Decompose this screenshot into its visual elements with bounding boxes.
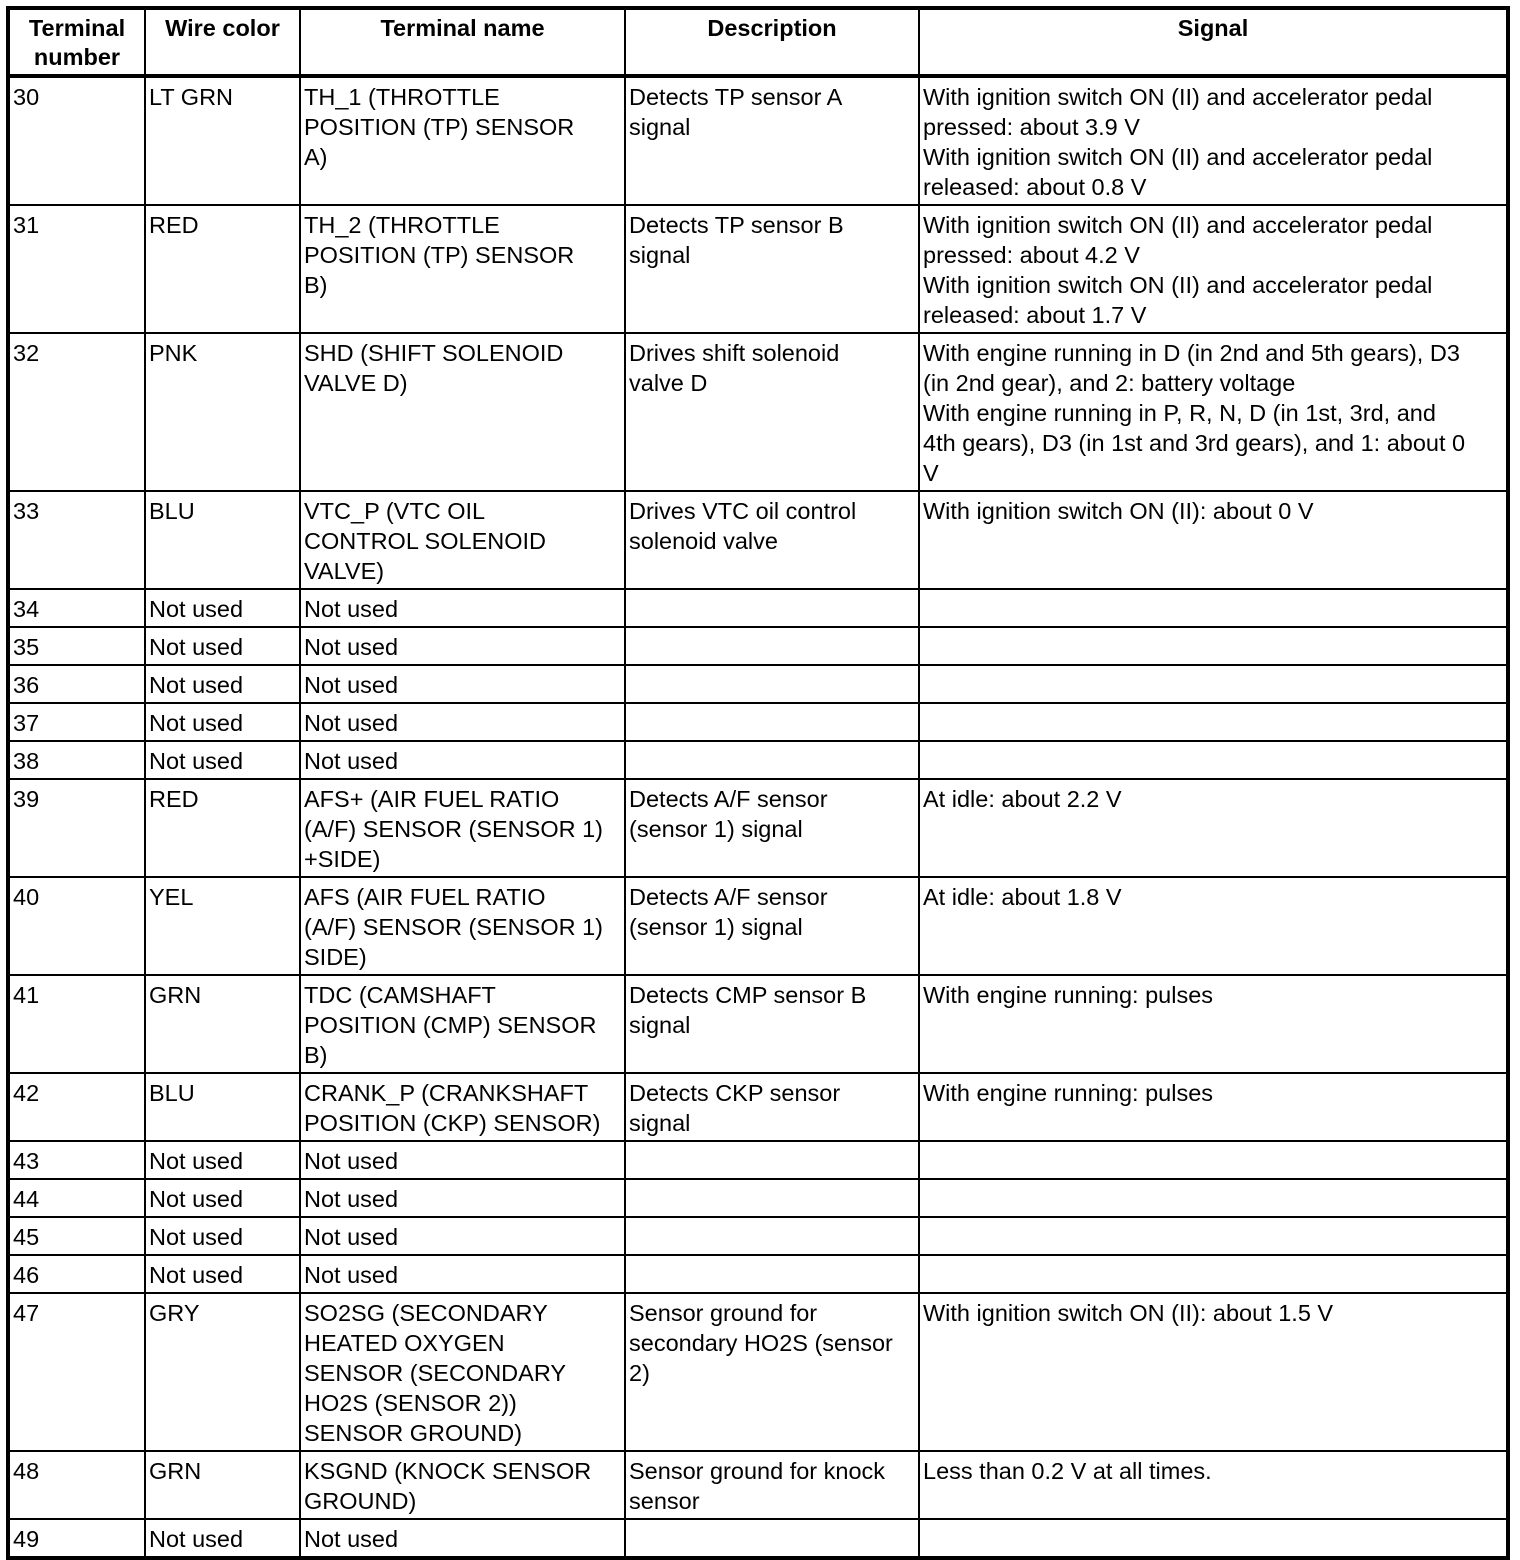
description-cell: [625, 1217, 919, 1255]
terminal-name-cell: Not used: [300, 741, 625, 779]
terminal-number-cell: 36: [8, 665, 145, 703]
wire-color-cell: Not used: [145, 1255, 300, 1293]
terminal-name-cell: Not used: [300, 1179, 625, 1217]
description-cell: Drives shift solenoid valve D: [625, 333, 919, 491]
signal-cell: [919, 703, 1508, 741]
wire-color-cell: Not used: [145, 1519, 300, 1558]
table-row: [8, 1519, 1508, 1558]
terminal-number-cell: 41: [8, 975, 145, 1073]
table-row: [8, 1451, 1508, 1519]
terminal-name-cell: Not used: [300, 1519, 625, 1558]
terminal-number-cell: 35: [8, 627, 145, 665]
table-header: [8, 8, 1508, 76]
table-row: [8, 877, 1508, 975]
terminal-number-cell: 43: [8, 1141, 145, 1179]
table-row: [8, 627, 1508, 665]
wire-color-cell: GRN: [145, 975, 300, 1073]
signal-cell: With ignition switch ON (II): about 1.5 V: [919, 1293, 1508, 1451]
header-terminal-number-text: Terminal number: [28, 15, 126, 70]
signal-cell: With engine running: pulses: [919, 1073, 1508, 1141]
table-body: [8, 76, 1508, 1558]
terminal-name-cell: CRANK_P (CRANKSHAFT POSITION (CKP) SENSOR): [300, 1073, 625, 1141]
terminal-number-cell: 44: [8, 1179, 145, 1217]
header-terminal-name: Terminal name: [300, 8, 625, 76]
wire-color-cell: Not used: [145, 627, 300, 665]
description-cell: Detects CMP sensor B signal: [625, 975, 919, 1073]
wire-color-cell: Not used: [145, 665, 300, 703]
description-cell: [625, 1141, 919, 1179]
signal-cell: [919, 665, 1508, 703]
signal-cell: [919, 1217, 1508, 1255]
signal-cell: With ignition switch ON (II): about 0 V: [919, 491, 1508, 589]
description-cell: Detects TP sensor B signal: [625, 205, 919, 333]
table-row: [8, 1217, 1508, 1255]
table-row: [8, 779, 1508, 877]
wire-color-cell: Not used: [145, 589, 300, 627]
description-cell: [625, 741, 919, 779]
table-row: [8, 665, 1508, 703]
terminal-name-cell: Not used: [300, 1141, 625, 1179]
table-row: [8, 703, 1508, 741]
description-cell: Sensor ground for knock sensor: [625, 1451, 919, 1519]
signal-cell: With engine running: pulses: [919, 975, 1508, 1073]
terminal-number-cell: 47: [8, 1293, 145, 1451]
wire-color-cell: RED: [145, 205, 300, 333]
terminal-name-cell: AFS (AIR FUEL RATIO (A/F) SENSOR (SENSOR 1) SIDE): [300, 877, 625, 975]
description-cell: [625, 665, 919, 703]
table-row: [8, 1179, 1508, 1217]
wire-color-cell: RED: [145, 779, 300, 877]
terminal-number-cell: 42: [8, 1073, 145, 1141]
terminal-number-cell: 45: [8, 1217, 145, 1255]
terminal-number-cell: 32: [8, 333, 145, 491]
wire-color-cell: LT GRN: [145, 76, 300, 205]
terminal-name-cell: TH_1 (THROTTLE POSITION (TP) SENSOR A): [300, 76, 625, 205]
terminal-number-cell: 37: [8, 703, 145, 741]
table-row: [8, 975, 1508, 1073]
signal-cell: [919, 1141, 1508, 1179]
table-row: [8, 205, 1508, 333]
table-row: [8, 1073, 1508, 1141]
description-cell: [625, 703, 919, 741]
terminal-number-cell: 46: [8, 1255, 145, 1293]
header-wire-color: Wire color: [145, 8, 300, 76]
terminal-name-cell: Not used: [300, 703, 625, 741]
header-signal: Signal: [919, 8, 1508, 76]
terminal-number-cell: 38: [8, 741, 145, 779]
terminal-name-cell: TH_2 (THROTTLE POSITION (TP) SENSOR B): [300, 205, 625, 333]
terminal-name-cell: AFS+ (AIR FUEL RATIO (A/F) SENSOR (SENSOR 1) +SIDE): [300, 779, 625, 877]
signal-cell: [919, 1179, 1508, 1217]
header-row: [8, 8, 1508, 76]
terminal-number-cell: 33: [8, 491, 145, 589]
terminal-name-cell: SO2SG (SECONDARY HEATED OXYGEN SENSOR (SECONDARY HO2S (SENSOR 2)) SENSOR GROUND): [300, 1293, 625, 1451]
signal-cell: [919, 627, 1508, 665]
description-cell: Detects A/F sensor (sensor 1) signal: [625, 877, 919, 975]
wire-color-cell: BLU: [145, 491, 300, 589]
terminal-number-cell: 40: [8, 877, 145, 975]
signal-cell: With ignition switch ON (II) and accelerator pedal pressed: about 4.2 V With ignition switch ON (II) and accelerator pedal released: about 1.7 V: [919, 205, 1508, 333]
wire-color-cell: BLU: [145, 1073, 300, 1141]
wire-color-cell: Not used: [145, 1141, 300, 1179]
signal-cell: At idle: about 1.8 V: [919, 877, 1508, 975]
signal-cell: [919, 589, 1508, 627]
terminal-number-cell: 30: [8, 76, 145, 205]
table-row: [8, 1141, 1508, 1179]
table-row: [8, 1255, 1508, 1293]
terminal-number-cell: 31: [8, 205, 145, 333]
header-description: Description: [625, 8, 919, 76]
terminal-name-cell: TDC (CAMSHAFT POSITION (CMP) SENSOR B): [300, 975, 625, 1073]
terminal-number-cell: 48: [8, 1451, 145, 1519]
wire-color-cell: GRY: [145, 1293, 300, 1451]
table-row: [8, 741, 1508, 779]
terminal-name-cell: KSGND (KNOCK SENSOR GROUND): [300, 1451, 625, 1519]
wire-color-cell: YEL: [145, 877, 300, 975]
wire-color-cell: GRN: [145, 1451, 300, 1519]
table-row: [8, 1293, 1508, 1451]
description-cell: Sensor ground for secondary HO2S (sensor 2): [625, 1293, 919, 1451]
terminal-number-cell: 34: [8, 589, 145, 627]
signal-cell: [919, 1255, 1508, 1293]
signal-cell: [919, 741, 1508, 779]
terminal-name-cell: Not used: [300, 1217, 625, 1255]
header-terminal-number: [8, 8, 145, 76]
wire-color-cell: Not used: [145, 741, 300, 779]
description-cell: [625, 1519, 919, 1558]
terminal-name-cell: Not used: [300, 589, 625, 627]
signal-cell: [919, 1519, 1508, 1558]
terminal-number-cell: 49: [8, 1519, 145, 1558]
description-cell: Drives VTC oil control solenoid valve: [625, 491, 919, 589]
description-cell: [625, 627, 919, 665]
terminal-name-cell: Not used: [300, 1255, 625, 1293]
terminal-name-cell: Not used: [300, 665, 625, 703]
description-cell: Detects TP sensor A signal: [625, 76, 919, 205]
wire-color-cell: Not used: [145, 1179, 300, 1217]
description-cell: [625, 1255, 919, 1293]
terminal-name-cell: VTC_P (VTC OIL CONTROL SOLENOID VALVE): [300, 491, 625, 589]
description-cell: Detects CKP sensor signal: [625, 1073, 919, 1141]
wire-color-cell: Not used: [145, 1217, 300, 1255]
signal-cell: With ignition switch ON (II) and accelerator pedal pressed: about 3.9 V With ignition switch ON (II) and accelerator pedal released: about 0.8 V: [919, 76, 1508, 205]
description-cell: [625, 589, 919, 627]
signal-cell: At idle: about 2.2 V: [919, 779, 1508, 877]
terminal-table: [6, 6, 1510, 1560]
signal-cell: With engine running in D (in 2nd and 5th gears), D3 (in 2nd gear), and 2: battery voltage With engine running in P, R, N, D (in 1st, 3rd, and 4th gears), D3 (in 1st and 3rd gears), and 1: about 0 V: [919, 333, 1508, 491]
terminal-name-cell: SHD (SHIFT SOLENOID VALVE D): [300, 333, 625, 491]
table-row: [8, 491, 1508, 589]
description-cell: Detects A/F sensor (sensor 1) signal: [625, 779, 919, 877]
wire-color-cell: Not used: [145, 703, 300, 741]
table-row: [8, 76, 1508, 205]
description-cell: [625, 1179, 919, 1217]
terminal-name-cell: Not used: [300, 627, 625, 665]
signal-cell: Less than 0.2 V at all times.: [919, 1451, 1508, 1519]
table-row: [8, 589, 1508, 627]
terminal-number-cell: 39: [8, 779, 145, 877]
wire-color-cell: PNK: [145, 333, 300, 491]
pinout-document: [6, 6, 1510, 1560]
table-row: [8, 333, 1508, 491]
